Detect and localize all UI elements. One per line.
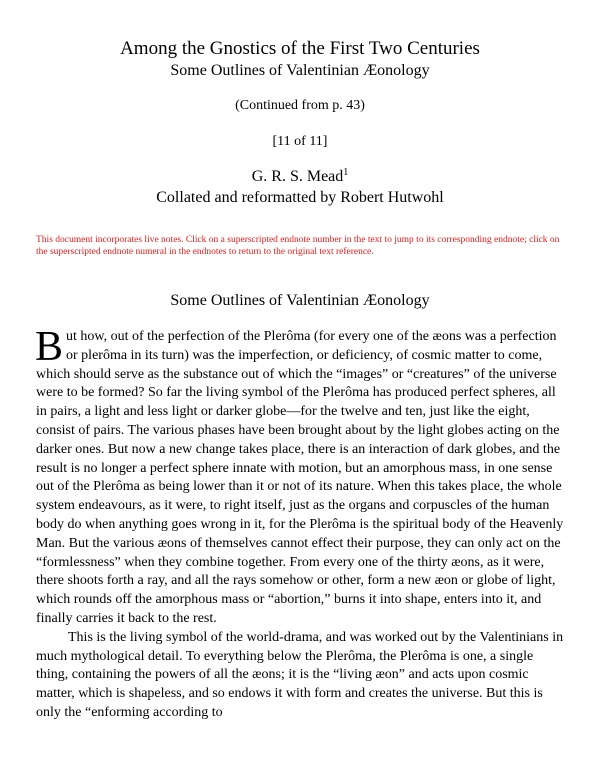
- author-line: [0, 167, 600, 187]
- document-subtitle: Some Outlines of Valentinian Æonology: [170, 62, 430, 79]
- body-text: [35, 324, 566, 723]
- continued-note: (Continued from p. 43): [235, 98, 365, 113]
- author-name: G. R. S. Mead: [251, 168, 344, 185]
- part-indicator: [11 of 11]: [272, 134, 328, 149]
- section-heading: Some Outlines of Valentinian Æonology: [170, 292, 430, 309]
- paragraph-text: ut how, out of the perfection of the Plerôma (for every one of the æons was a perfection or plerôma in its turn) was the imperfection, or deficiency, of cosmic matter to come, which should serve as the substance out of which the “images” or “creatures” of the universe were to be formed? So far the living symbol of the Plerôma has produced perfect spheres, all in pairs, a light and less light or darker globe—for the twelve and ten, just like the eight, consist of pairs. The various phases have been brought about by the light globes acting on the darker ones. But now a new change takes place, there is an interaction of dark globes, and the result is no longer a perfect sphere innate with motion, but an amorphous mass, in one sense out of the Plerôma as being lower than it or not of its nature. When this takes place, the whole system endeavours, as it were, to right itself, just as the organs and corpuscles of the human body do when anything goes wrong in it, for the Plerôma is the spiritual body of the Heavenly Man. But the various æons of themselves cannot effect their purpose, they can only act on the “formlessness” when they combine together. From every one of the thirty æons, as it were, there shoots forth a ray, and all the rays somehow or other, form a new æon or globe of light, which rounds off the amorphous mass or “abortion,” burns it into shape, enters into it, and finally carries it back to the rest.: [36, 329, 564, 626]
- endnote-link-1[interactable]: 1: [343, 167, 349, 178]
- paragraph: This is the living symbol of the world-drama, and was worked out by the Valentinians in much mythological detail. To everything below the Plerôma, the Plerôma is one, a single thing, containing the powers of all the æons; it is the “living æon” and acts upon cosmic matter, which is shapeless, and so endows it with form and creates the universe. But this is only the “enforming according to: [36, 629, 564, 720]
- collated-by-line: Collated and reformatted by Robert Hutwohl: [156, 189, 444, 206]
- paragraph: [35, 324, 566, 629]
- document-title: Among the Gnostics of the First Two Centuries: [120, 38, 480, 59]
- drop-cap: B: [35, 324, 64, 370]
- live-notes-notice: This document incorporates live notes. Click on a superscripted endnote number in the text to jump to its corresponding endnote; click on the superscripted endnote numeral in the endnotes to return to the original text reference.: [36, 235, 560, 257]
